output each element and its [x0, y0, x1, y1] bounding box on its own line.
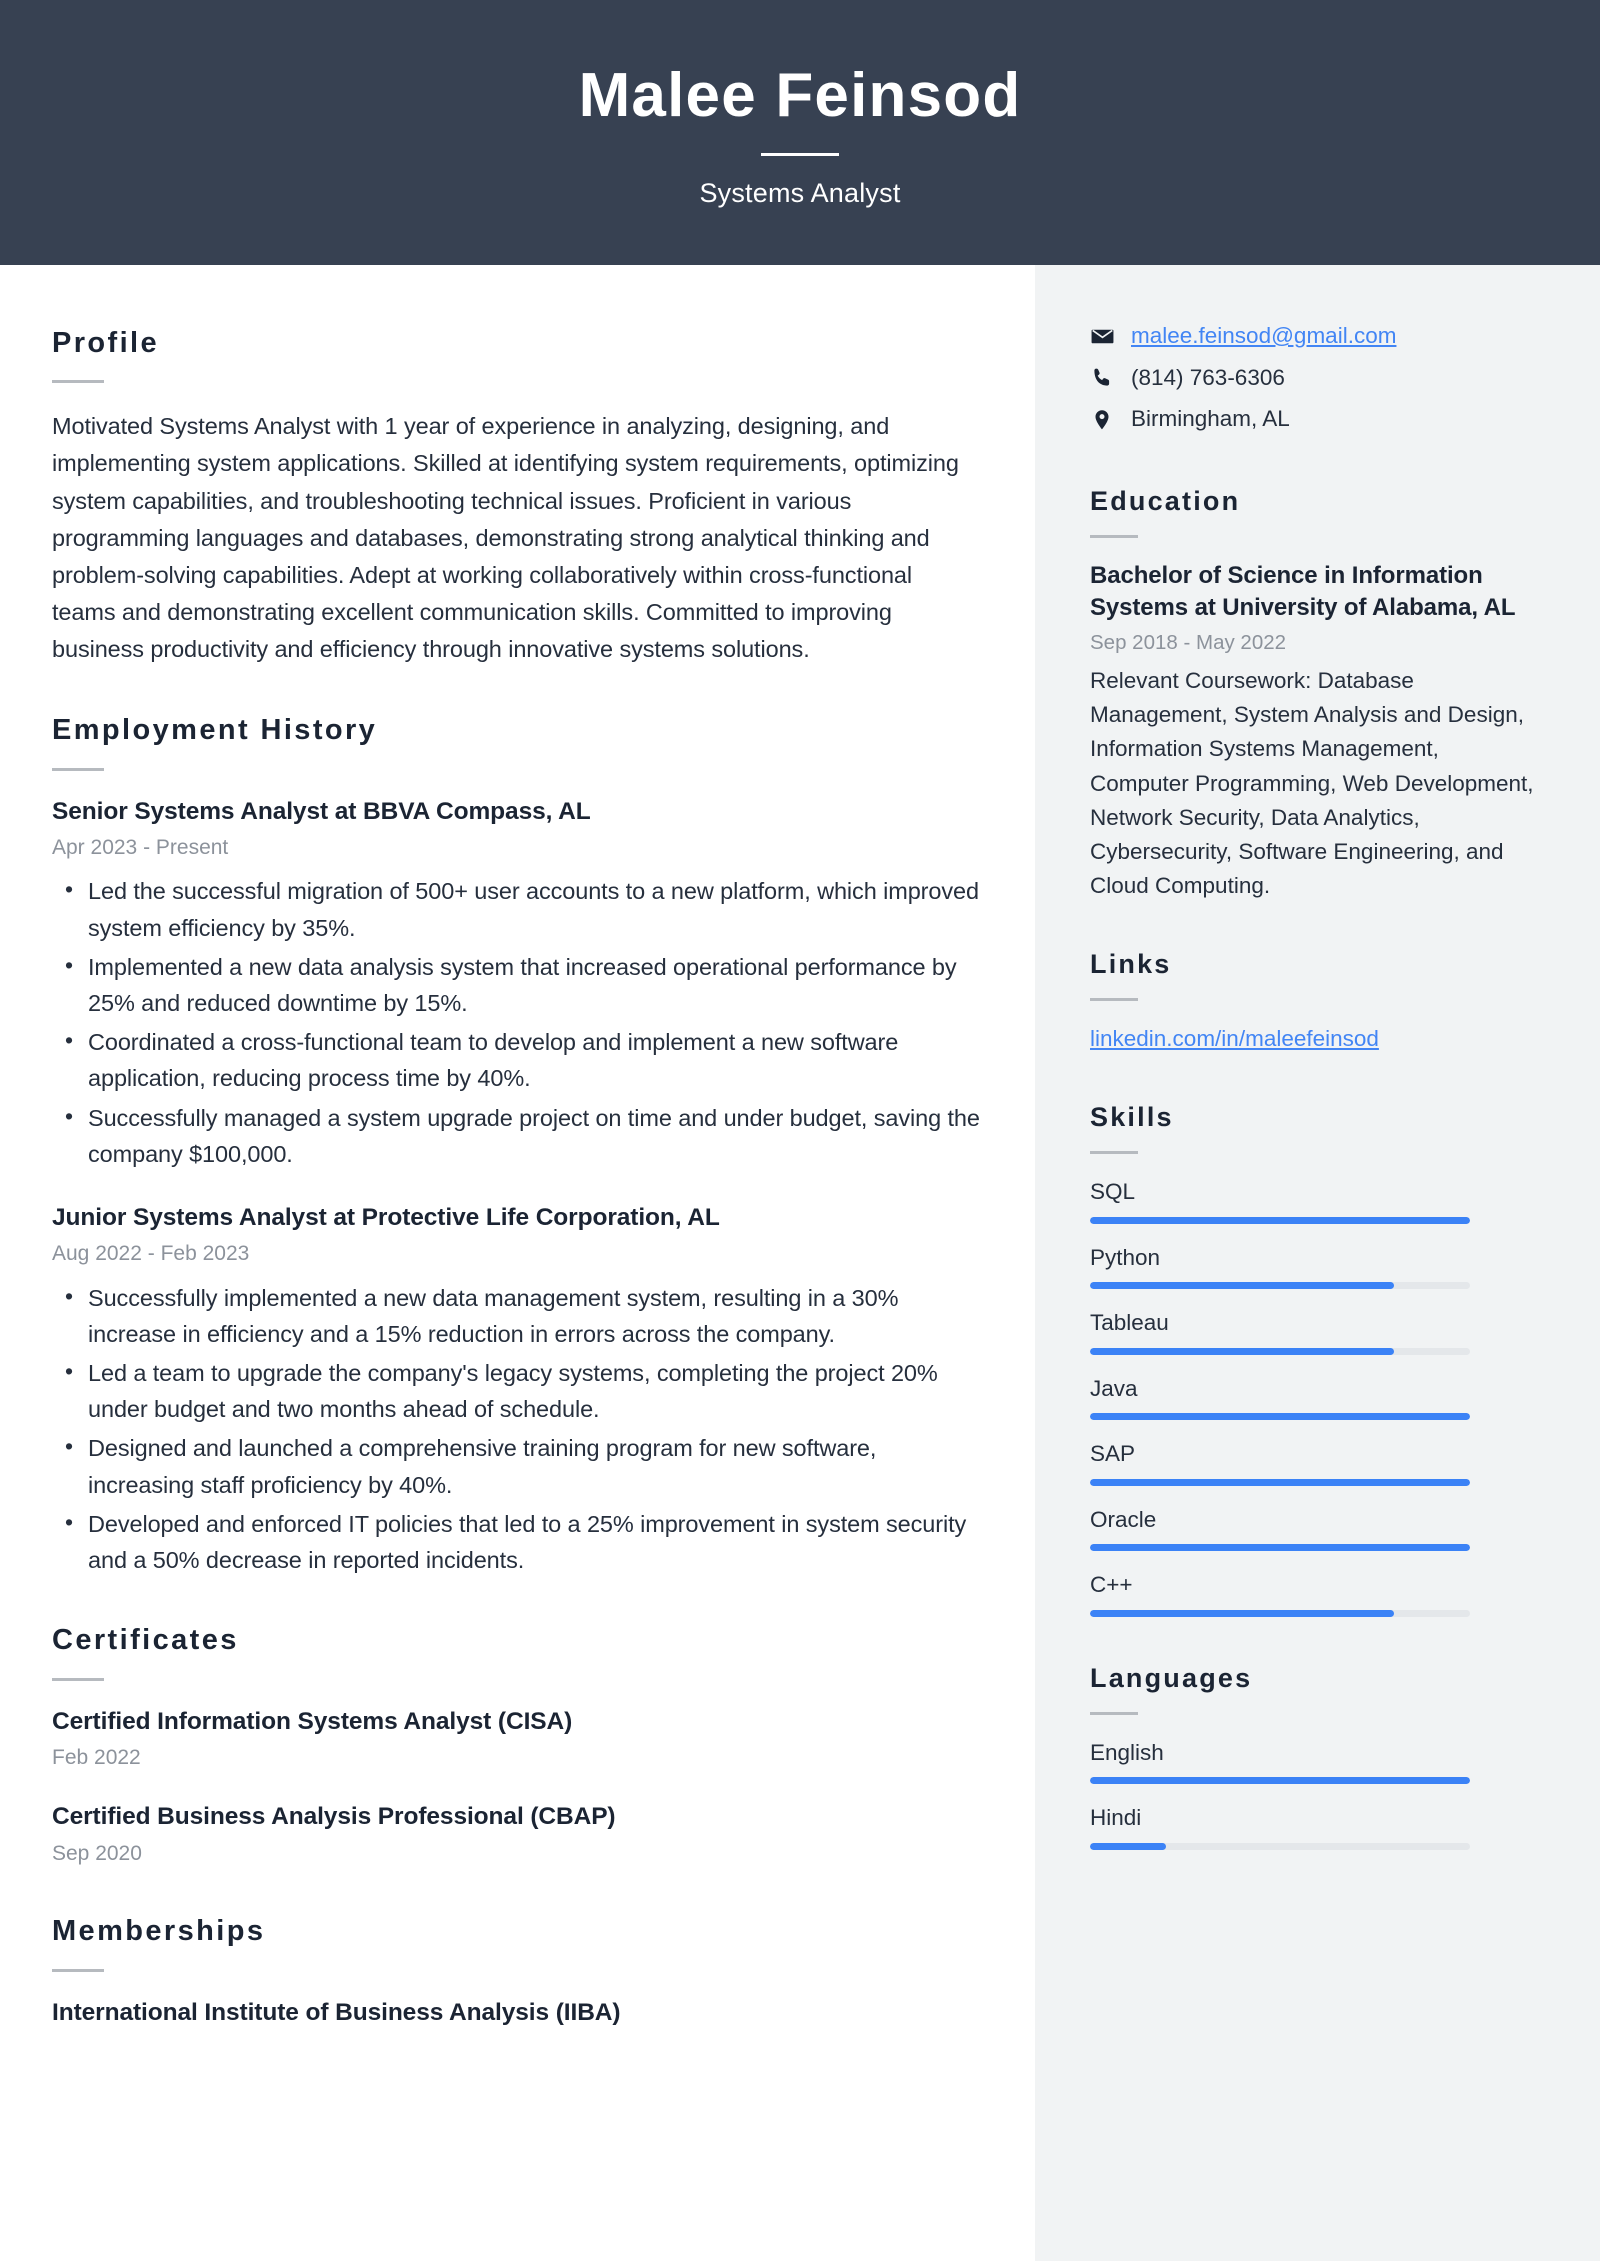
language-item-track: [1090, 1843, 1470, 1850]
skill-item-label: Tableau: [1090, 1310, 1169, 1336]
links-list: [1090, 1023, 1542, 1056]
skill-item-track: [1090, 1479, 1470, 1486]
skills-list: [1090, 1176, 1542, 1617]
job-bullet-list: [52, 873, 980, 1172]
job-bullet: • Implemented a new data analysis system that increased operational performance by 25% and reduced downtime by 15%.: [52, 949, 980, 1021]
skill-item: [1090, 1307, 1542, 1355]
skill-item-track: [1090, 1610, 1470, 1617]
education-title: Bachelor of Science in Information Systems at University of Alabama, AL: [1090, 561, 1516, 622]
section-languages: [1090, 1663, 1542, 1850]
phone-icon: [1090, 366, 1120, 390]
job-date: Apr 2023 - Present: [52, 835, 229, 859]
certificates-list: [52, 1706, 980, 1870]
language-item-fill: [1090, 1777, 1470, 1784]
job-bullet-list: [52, 1280, 980, 1579]
contact-row-location: [1090, 403, 1542, 436]
employment-item: [52, 796, 980, 1172]
resume-header: [0, 0, 1600, 265]
skill-item: [1090, 1504, 1542, 1552]
employment-heading-rule: [52, 768, 104, 771]
employment-list: [52, 796, 980, 1579]
email-link[interactable]: malee.feinsod@gmail.com: [1131, 323, 1397, 348]
job-bullet: • Developed and enforced IT policies that led to a 25% improvement in system security and a 50% decrease in reported incidents.: [52, 1506, 980, 1578]
education-item: [1090, 560, 1542, 903]
skill-item-fill: [1090, 1282, 1394, 1289]
job-date: Aug 2022 - Feb 2023: [52, 1242, 250, 1266]
employment-item: [52, 1202, 980, 1578]
certificate-date: Feb 2022: [52, 1745, 141, 1769]
candidate-name: Malee Feinsod: [578, 60, 1022, 130]
skill-item-fill: [1090, 1544, 1470, 1551]
languages-heading: Languages: [1090, 1662, 1253, 1693]
language-item-label: English: [1090, 1739, 1164, 1765]
job-bullet: • Led the successful migration of 500+ user accounts to a new platform, which improved system efficiency by 35%.: [52, 873, 980, 945]
profile-heading: Profile: [52, 327, 160, 359]
contact-row-email: [1090, 320, 1542, 353]
contact-row-phone: [1090, 362, 1542, 395]
memberships-heading-rule: [52, 1969, 104, 1972]
education-heading: Education: [1090, 485, 1241, 516]
envelope-icon: [1090, 324, 1120, 349]
skill-item-track: [1090, 1217, 1470, 1224]
language-item-label: Hindi: [1090, 1805, 1142, 1831]
skills-heading: Skills: [1090, 1101, 1174, 1132]
education-heading-rule: [1090, 535, 1138, 538]
skill-item: [1090, 1569, 1542, 1617]
certificate-item: [52, 1801, 980, 1869]
location-text: Birmingham, AL: [1131, 406, 1290, 432]
candidate-job-title: Systems Analyst: [699, 178, 901, 209]
job-bullet: • Successfully implemented a new data management system, resulting in a 30% increase in efficiency and a 15% reduction in errors across the company.: [52, 1280, 980, 1352]
skill-item-label: SQL: [1090, 1179, 1136, 1205]
certificates-heading: Certificates: [52, 1624, 239, 1657]
certificates-heading-rule: [52, 1678, 104, 1681]
section-skills: [1090, 1102, 1542, 1617]
membership-title: International Institute of Business Analysis (IIBA): [52, 1998, 621, 2026]
education-description: Relevant Coursework: Database Management, System Analysis and Design, Information Systems Management, Computer Programming, Web Development, Network Security, Data Analytics, Cybersecurity, Software Engineering, and Cloud Computing.: [1090, 667, 1534, 899]
skill-item: [1090, 1242, 1542, 1290]
skill-item-fill: [1090, 1413, 1470, 1420]
profile-heading-rule: [52, 380, 104, 383]
contact-block: [1090, 320, 1542, 436]
skill-item-fill: [1090, 1610, 1394, 1617]
section-certificates: [52, 1624, 980, 1869]
education-list: [1090, 560, 1542, 903]
section-education: [1090, 486, 1542, 903]
certificate-item: [52, 1706, 980, 1774]
skill-item-fill: [1090, 1479, 1470, 1486]
language-item-fill: [1090, 1843, 1166, 1850]
sidebar-column: [1035, 265, 1600, 2261]
section-profile: [52, 327, 980, 668]
languages-list: [1090, 1737, 1542, 1850]
skill-item-fill: [1090, 1217, 1470, 1224]
certificate-title: Certified Information Systems Analyst (CISA): [52, 1707, 573, 1735]
skill-item-label: Python: [1090, 1244, 1161, 1270]
section-memberships: [52, 1915, 980, 2029]
skill-item: [1090, 1176, 1542, 1224]
job-title: Junior Systems Analyst at Protective Life Corporation, AL: [52, 1203, 720, 1231]
phone-number: (814) 763-6306: [1131, 364, 1285, 390]
skills-heading-rule: [1090, 1151, 1138, 1154]
job-bullet: • Successfully managed a system upgrade project on time and under budget, saving the company $100,000.: [52, 1100, 980, 1172]
job-bullet: • Led a team to upgrade the company's legacy systems, completing the project 20% under budget and two months ahead of schedule.: [52, 1355, 980, 1427]
job-bullet: • Designed and launched a comprehensive training program for new software, increasing staff proficiency by 40%.: [52, 1430, 980, 1502]
section-employment-history: [52, 714, 980, 1578]
membership-item: [52, 1997, 980, 2029]
profile-text: Motivated Systems Analyst with 1 year of experience in analyzing, designing, and implementing system applications. Skilled at identifying system requirements, optimizing system capabilities, and troubleshooting technical issues. Proficient in various programming languages and databases, demonstrating strong analytical thinking and problem-solving capabilities. Adept at working collaboratively within cross-functional teams and demonstrating excellent communication skills. Committed to improving business productivity and efficiency through innovative systems solutions.: [52, 413, 959, 663]
section-links: [1090, 949, 1542, 1056]
skill-item-track: [1090, 1348, 1470, 1355]
job-bullet: • Coordinated a cross-functional team to develop and implement a new software application, reducing process time by 40%.: [52, 1024, 980, 1096]
certificate-date: Sep 2020: [52, 1841, 142, 1865]
resume-body: [0, 265, 1600, 2261]
employment-heading: Employment History: [52, 714, 378, 747]
language-item: [1090, 1737, 1542, 1785]
job-title: Senior Systems Analyst at BBVA Compass, AL: [52, 797, 591, 825]
links-heading-rule: [1090, 998, 1138, 1001]
skill-item-track: [1090, 1282, 1470, 1289]
links-heading: Links: [1090, 949, 1172, 980]
skill-item-track: [1090, 1413, 1470, 1420]
memberships-heading: Memberships: [52, 1915, 266, 1948]
skill-item-label: SAP: [1090, 1441, 1136, 1467]
language-item-track: [1090, 1777, 1470, 1784]
skill-item: [1090, 1373, 1542, 1421]
education-date: Sep 2018 - May 2022: [1090, 631, 1287, 655]
skill-item-fill: [1090, 1348, 1394, 1355]
skill-item-label: Java: [1090, 1375, 1138, 1401]
language-item: [1090, 1802, 1542, 1850]
skill-item-label: C++: [1090, 1572, 1133, 1598]
main-column: [0, 265, 1035, 2261]
header-divider: [761, 153, 839, 156]
location-pin-icon: [1090, 408, 1120, 432]
skill-item-track: [1090, 1544, 1470, 1551]
skill-item: [1090, 1438, 1542, 1486]
skill-item-label: Oracle: [1090, 1506, 1157, 1532]
profile-link[interactable]: linkedin.com/in/maleefeinsod: [1090, 1026, 1379, 1052]
memberships-list: [52, 1997, 980, 2029]
certificate-title: Certified Business Analysis Professional (CBAP): [52, 1803, 616, 1831]
languages-heading-rule: [1090, 1712, 1138, 1715]
